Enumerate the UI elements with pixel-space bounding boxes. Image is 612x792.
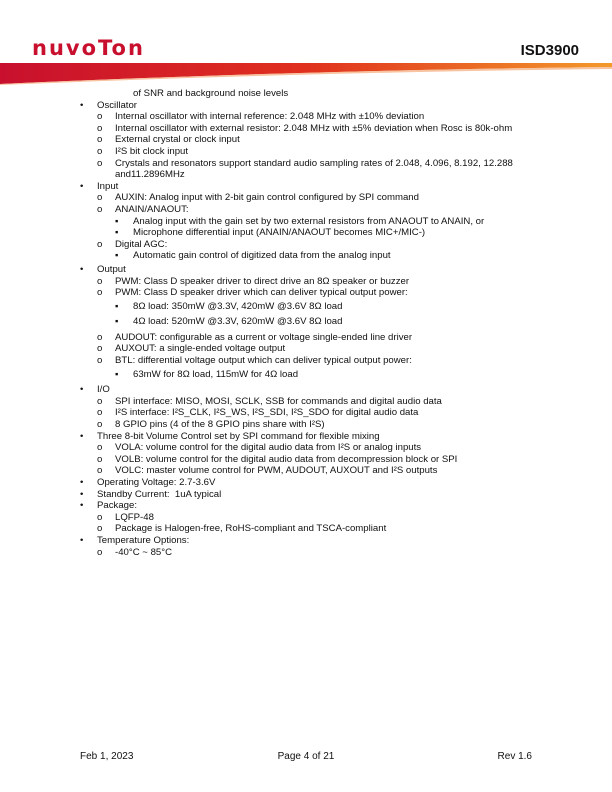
footer-page-number: Page 4 of 21	[277, 751, 335, 762]
square-bullet-icon: ▪	[115, 215, 119, 227]
circle-bullet-icon: o	[97, 546, 103, 558]
circle-bullet-icon: o	[97, 511, 103, 523]
list-item-text: Crystals and resonators support standard audio sampling rates of 2.048, 4.096, 8.192, 12.288	[115, 157, 513, 169]
list-item-text: AUXIN: Analog input with 2-bit gain control configured by SPI command	[115, 192, 419, 204]
bullet-icon: •	[80, 477, 84, 488]
list-item-continuation	[0, 169, 612, 181]
sub-list-item-text: 4Ω load: 520mW @3.3V, 620mW @3.6V 8Ω load	[133, 316, 343, 328]
list-item	[0, 239, 612, 251]
list-item-text: External crystal or clock input	[115, 134, 240, 146]
section-title: Oscillator	[97, 99, 137, 111]
circle-bullet-icon: o	[97, 465, 103, 477]
bullet-icon: •	[80, 263, 84, 275]
sub-list-item	[0, 301, 612, 313]
bullet-icon: •	[80, 488, 84, 500]
list-item	[0, 158, 612, 170]
section-temperature	[0, 535, 612, 547]
circle-bullet-icon: o	[97, 203, 103, 215]
list-item	[0, 287, 612, 299]
list-item-text: I²S bit clock input	[115, 145, 189, 157]
list-item-text: AUDOUT: configurable as a current or voltage single-ended line driver	[115, 331, 413, 343]
circle-bullet-icon: o	[97, 238, 103, 250]
circle-bullet-icon: o	[97, 134, 103, 146]
list-item-text: ANAIN/ANAOUT:	[115, 203, 189, 215]
list-item	[0, 276, 612, 288]
list-item	[0, 396, 612, 408]
list-item-text: VOLB: volume control for the digital audio data from decompression block or SPI	[115, 453, 458, 465]
section-io	[0, 384, 612, 396]
section-title: I/O	[97, 384, 110, 396]
circle-bullet-icon: o	[97, 442, 103, 454]
nuvoton-logo: nuvoTon	[32, 36, 145, 60]
circle-bullet-icon: o	[97, 523, 103, 535]
circle-bullet-icon: o	[97, 419, 103, 431]
section-package	[0, 500, 612, 512]
list-item-text: PWM: Class D speaker driver to direct drive an 8Ω speaker or buzzer	[115, 275, 410, 287]
bullet-icon: •	[80, 180, 84, 192]
sub-list-item	[0, 316, 612, 328]
sub-list-item-text: 8Ω load: 350mW @3.3V, 420mW @3.6V 8Ω load	[133, 300, 343, 312]
square-bullet-icon: ▪	[115, 368, 119, 380]
footer-date: Feb 1, 2023	[80, 751, 134, 762]
list-item	[0, 123, 612, 135]
section-oscillator	[0, 100, 612, 112]
header-swoosh-band	[0, 63, 612, 85]
list-item-text: BTL: differential voltage output which can deliver typical output power:	[115, 355, 412, 367]
list-item	[0, 419, 612, 431]
square-bullet-icon: ▪	[115, 300, 119, 312]
list-item	[0, 355, 612, 367]
list-item-text: LQFP-48	[115, 511, 154, 523]
list-item	[0, 192, 612, 204]
list-item	[0, 204, 612, 216]
sub-list-item-text: Analog input with the gain set by two external resistors from ANAOUT to ANAIN, or	[133, 215, 485, 227]
list-item-text: VOLC: master volume control for PWM, AUDOUT, AUXOUT and I²S outputs	[115, 465, 438, 477]
document-id: ISD3900	[520, 42, 579, 59]
section-title: Output	[97, 263, 126, 275]
feature-list	[0, 88, 612, 558]
circle-bullet-icon: o	[97, 157, 103, 169]
list-item	[0, 442, 612, 454]
circle-bullet-icon: o	[97, 122, 103, 134]
list-item-text: VOLA: volume control for the digital audio data from I²S or analog inputs	[115, 442, 422, 454]
section-title: Three 8-bit Volume Control set by SPI command for flexible mixing	[97, 430, 380, 442]
sub-list-item-text: Microphone differential input (ANAIN/ANAOUT becomes MIC+/MIC-)	[133, 227, 426, 239]
circle-bullet-icon: o	[97, 395, 103, 407]
circle-bullet-icon: o	[97, 145, 103, 157]
sub-list-item	[0, 250, 612, 262]
section-title: Operating Voltage: 2.7-3.6V	[97, 477, 216, 488]
section-operating-voltage	[0, 477, 612, 489]
circle-bullet-icon: o	[97, 343, 103, 355]
section-output	[0, 264, 612, 276]
circle-bullet-icon: o	[97, 192, 103, 204]
list-item	[0, 332, 612, 344]
square-bullet-icon: ▪	[115, 316, 119, 328]
section-volume-control	[0, 431, 612, 443]
list-item-text: 8 GPIO pins (4 of the 8 GPIO pins share with I²S)	[115, 419, 325, 431]
list-item-text: SPI interface: MISO, MOSI, SCLK, SSB for commands and digital audio data	[115, 395, 442, 407]
sub-list-item	[0, 216, 612, 228]
section-title: Standby Current: 1uA typical	[97, 488, 222, 500]
circle-bullet-icon: o	[97, 331, 103, 343]
list-item	[0, 465, 612, 477]
list-item	[0, 111, 612, 123]
list-item	[0, 454, 612, 466]
list-item-text: AUXOUT: a single-ended voltage output	[115, 343, 286, 355]
circle-bullet-icon: o	[97, 111, 103, 123]
bullet-icon: •	[80, 99, 84, 111]
sub-list-item	[0, 369, 612, 381]
section-title: Temperature Options:	[97, 534, 190, 546]
bullet-icon: •	[80, 430, 84, 442]
list-item-text: Digital AGC:	[115, 238, 168, 250]
circle-bullet-icon: o	[97, 355, 103, 367]
list-item-text: Internal oscillator with internal reference: 2.048 MHz with ±10% deviation	[115, 111, 425, 123]
list-item-text: Internal oscillator with external resistor: 2.048 MHz with ±5% deviation when Rosc is 80k-ohm	[115, 122, 513, 134]
footer-revision: Rev 1.6	[497, 751, 532, 762]
list-item-text: Package is Halogen-free, RoHS-compliant and TSCA-compliant	[115, 523, 387, 535]
sub-list-item-text: 63mW for 8Ω load, 115mW for 4Ω load	[133, 368, 299, 380]
sub-list-item	[0, 227, 612, 239]
section-standby-current	[0, 489, 612, 501]
section-input	[0, 181, 612, 193]
list-item	[0, 512, 612, 524]
list-item	[0, 146, 612, 158]
list-item-text: PWM: Class D speaker driver which can deliver typical output power:	[115, 287, 408, 299]
bullet-icon: •	[80, 534, 84, 546]
square-bullet-icon: ▪	[115, 227, 119, 239]
list-item	[0, 547, 612, 559]
sub-list-item-text: Automatic gain control of digitized data from the analog input	[133, 250, 391, 262]
list-item	[0, 343, 612, 355]
list-item	[0, 523, 612, 535]
circle-bullet-icon: o	[97, 407, 103, 419]
bullet-icon: •	[80, 384, 84, 396]
circle-bullet-icon: o	[97, 287, 103, 299]
continuation-line: of SNR and background noise levels	[133, 88, 289, 99]
list-item-text: and11.2896MHz	[115, 169, 185, 181]
list-item-text: -40°C ~ 85°C	[115, 546, 173, 558]
list-item	[0, 407, 612, 419]
section-title: Package:	[97, 500, 138, 512]
list-item-text: I²S interface: I²S_CLK, I²S_WS, I²S_SDI, I²S_SDO for digital audio data	[115, 407, 419, 419]
section-title: Input	[97, 180, 119, 192]
list-item	[0, 134, 612, 146]
square-bullet-icon: ▪	[115, 250, 119, 262]
circle-bullet-icon: o	[97, 275, 103, 287]
circle-bullet-icon: o	[97, 453, 103, 465]
bullet-icon: •	[80, 500, 84, 512]
